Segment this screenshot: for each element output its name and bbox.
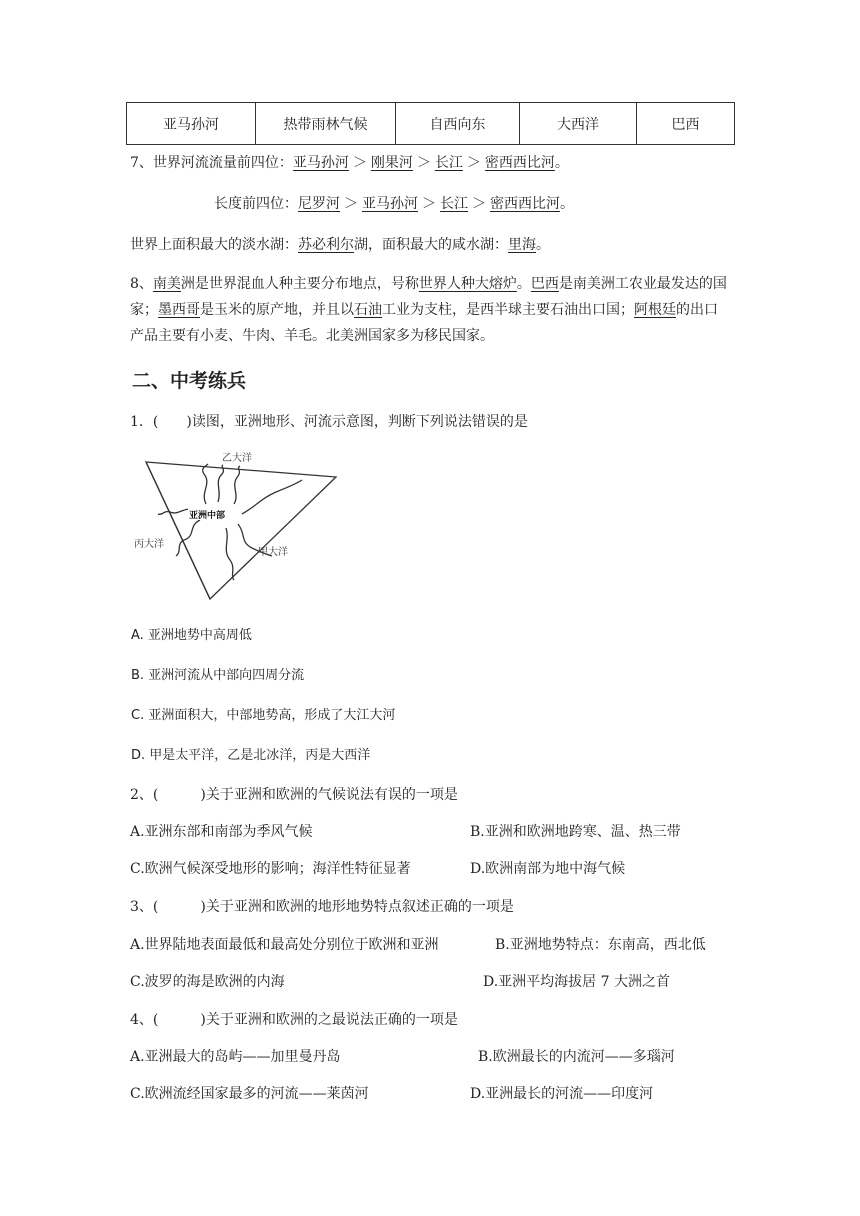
river-line — [218, 465, 223, 502]
map-label-yi: 乙大洋 — [222, 453, 252, 464]
q8-paragraph — [130, 271, 730, 349]
flow-prefix: 7、世界河流流量前四位： — [130, 155, 293, 171]
text: 8、 — [130, 276, 153, 292]
answer-blank: 刚果河 — [370, 155, 413, 171]
text: 湖，面积最大的咸水湖： — [354, 237, 508, 253]
q4-stem: 4、( )关于亚洲和欧洲的之最说法正确的一项是 — [130, 1012, 458, 1028]
q3-stem: 3、( )关于亚洲和欧洲的地形地势特点叙述正确的一项是 — [130, 899, 514, 915]
text: 。 — [516, 276, 531, 292]
gt-sign: ＞ — [472, 196, 486, 212]
gt-sign: ＞ — [466, 155, 481, 171]
q3-option-a[interactable]: A.世界陆地表面最低和最高处分别位于欧洲和亚洲 — [130, 937, 439, 953]
answer-blank: 巴西 — [530, 276, 559, 292]
river-line — [242, 480, 302, 514]
answer-blank: 亚马孙河 — [292, 155, 349, 171]
q2-option-c[interactable]: C.欧洲气候深受地形的影响；海洋性特征显著 — [130, 861, 411, 877]
q1-stem: 1．( )读图，亚洲地形、河流示意图，判断下列说法错误的是 — [130, 414, 528, 430]
answer-blank: 里海 — [508, 237, 536, 253]
q4-option-b[interactable]: B.欧洲最长的内流河——多瑙河 — [478, 1049, 675, 1065]
q4-option-a[interactable]: A.亚洲最大的岛屿——加里曼丹岛 — [130, 1049, 341, 1065]
table-cell: 大西洋 — [520, 103, 637, 145]
answer-blank: 长江 — [440, 196, 468, 212]
q1-option-a[interactable]: A. 亚洲地势中高周低 — [131, 628, 252, 643]
answer-blank: 阿根廷 — [634, 302, 676, 318]
q1-option-d[interactable]: D. 甲是太平洋，乙是北冰洋，丙是大西洋 — [131, 748, 371, 763]
table-cell: 亚马孙河 — [127, 103, 256, 145]
map-label-bing: 丙大洋 — [134, 539, 164, 550]
map-line — [146, 462, 210, 599]
river-line — [203, 464, 208, 504]
gt-sign: ＞ — [416, 155, 431, 171]
q2-option-d[interactable]: D.欧洲南部为地中海气候 — [470, 861, 626, 877]
lakes-line — [130, 234, 550, 254]
q1-option-c[interactable]: C. 亚洲面积大，中部地势高，形成了大江大河 — [131, 708, 396, 723]
gt-sign: ＞ — [352, 155, 367, 171]
river-flow-line — [130, 152, 569, 172]
text: 世界上面积最大的淡水湖： — [130, 237, 298, 253]
q3-option-c[interactable]: C.波罗的海是欧洲的内海 — [130, 974, 285, 990]
answer-blank: 石油 — [354, 302, 382, 318]
table-cell: 巴西 — [637, 103, 735, 145]
asia-map-diagram — [126, 444, 346, 604]
answer-table — [126, 102, 735, 145]
q3-option-d[interactable]: D.亚洲平均海拔居 7 大洲之首 — [483, 974, 670, 990]
river-line — [234, 466, 240, 504]
table-cell: 热带雨林气候 — [256, 103, 396, 145]
q3-option-b[interactable]: B.亚洲地势特点：东南高，西北低 — [495, 937, 706, 953]
river-length-line — [214, 193, 574, 213]
section-title: 二、中考练兵 — [132, 370, 247, 392]
river-line — [226, 528, 234, 580]
answer-blank: 南美 — [152, 276, 181, 292]
text: 是玉米的原产地，并且以 — [200, 302, 354, 318]
period: 。 — [560, 196, 574, 212]
q4-option-c[interactable]: C.欧洲流经国家最多的河流——莱茵河 — [130, 1086, 369, 1102]
text: 的出口产品主要有小麦、牛肉、羊毛。北美洲国家多为移民国家。 — [130, 302, 718, 344]
period: 。 — [554, 155, 569, 171]
text: 洲是世界混血人种主要分布地点，号称 — [180, 276, 419, 292]
q2-option-a[interactable]: A.亚洲东部和南部为季风气候 — [130, 824, 313, 840]
text: 。 — [536, 237, 550, 253]
q4-option-d[interactable]: D.亚洲最长的河流——印度河 — [470, 1086, 654, 1102]
q2-option-b[interactable]: B.亚洲和欧洲地跨寒、温、热三带 — [470, 824, 681, 840]
answer-blank: 密西西比河 — [484, 155, 555, 171]
length-prefix: 长度前四位： — [214, 196, 298, 212]
text: 是南美洲工农业最发达的国家； — [130, 276, 727, 318]
answer-blank: 亚马孙河 — [362, 196, 418, 212]
map-label-jia: 甲大洋 — [258, 547, 288, 558]
gt-sign: ＞ — [422, 196, 436, 212]
answer-blank: 世界人种大熔炉 — [418, 276, 517, 292]
answer-blank: 尼罗河 — [298, 196, 340, 212]
table-cell: 自西向东 — [396, 103, 520, 145]
answer-blank: 长江 — [434, 155, 463, 171]
answer-blank: 苏必利尔 — [298, 237, 354, 253]
q2-stem: 2、( )关于亚洲和欧洲的气候说法有误的一项是 — [130, 787, 458, 803]
gt-sign: ＞ — [344, 196, 358, 212]
map-label-center: 亚洲中部 — [189, 511, 226, 521]
q1-option-b[interactable]: B. 亚洲河流从中部向四周分流 — [131, 668, 305, 683]
text: 工业为支柱，是西半球主要石油出口国； — [382, 302, 634, 318]
answer-blank: 墨西哥 — [158, 302, 200, 318]
answer-blank: 密西西比河 — [490, 196, 560, 212]
